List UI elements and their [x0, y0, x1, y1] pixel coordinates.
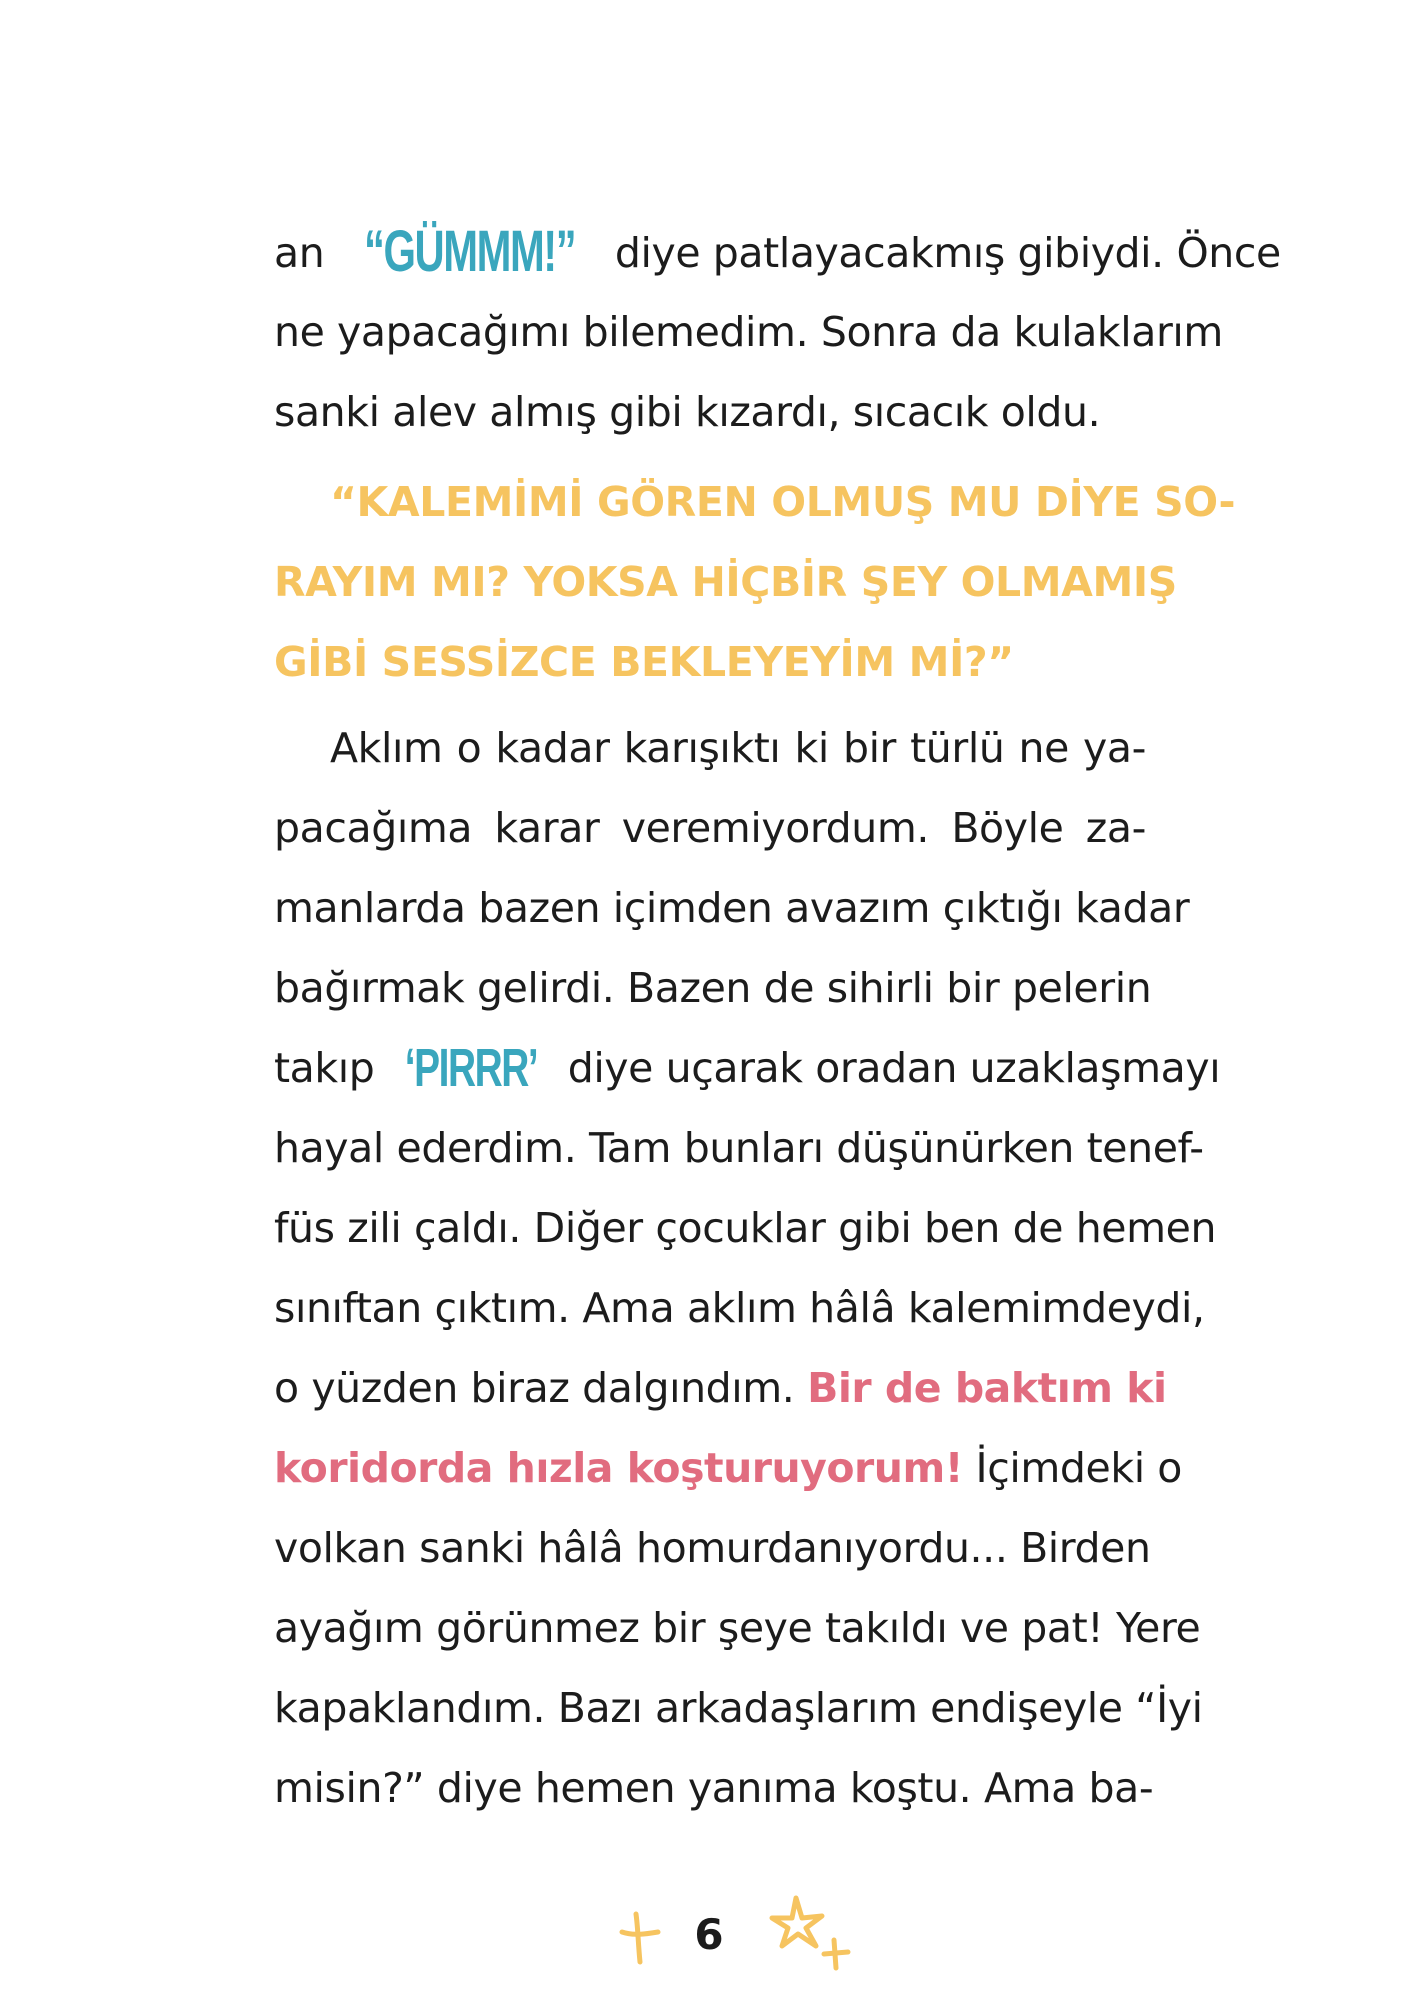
- paragraph-2-line-2: pacağıma karar veremiyordum. Böyle za-: [274, 804, 1146, 852]
- paragraph-2-line-6: hayal ederdim. Tam bunları düşünürken tenef-: [274, 1124, 1204, 1172]
- thought-line-1: “KALEMİMİ GÖREN OLMUŞ MU DİYE SO-: [330, 478, 1236, 526]
- thought-line-3: GİBİ SESSİZCE BEKLEYEYİM Mİ?”: [274, 638, 1014, 686]
- paragraph-2-line-14: misin?” diye hemen yanıma koştu. Ama ba-: [274, 1764, 1154, 1812]
- sound-effect-gummm: “GÜMMM!”: [364, 219, 576, 284]
- paragraph-2-line-4: bağırmak gelirdi. Bazen de sihirli bir pelerin: [274, 964, 1152, 1012]
- text-segment: İçimdeki o: [975, 1444, 1182, 1492]
- paragraph-2-line-7: füs zili çaldı. Diğer çocuklar gibi ben de hemen: [274, 1204, 1217, 1252]
- text-segment: an: [274, 229, 325, 277]
- text-segment: diye uçarak oradan uzaklaşmayı: [567, 1044, 1221, 1092]
- star-doodle-icon: [766, 1894, 852, 1972]
- paragraph-2-line-1: Aklım o kadar karışıktı ki bir türlü ne ya-: [330, 724, 1146, 772]
- highlighted-text: koridorda hızla koşturuyorum!: [274, 1444, 963, 1492]
- page-footer: [0, 1900, 1414, 1970]
- text-segment: takıp: [274, 1044, 375, 1092]
- paragraph-2-line-9: [274, 1348, 1167, 1428]
- paragraph-2-line-11: volkan sanki hâlâ homurdanıyordu... Birden: [274, 1524, 1151, 1572]
- sound-effect-pirrr: ‘PIRRR’: [404, 1038, 538, 1098]
- paragraph-2-line-8: sınıftan çıktım. Ama aklım hâlâ kalemimdeydi,: [274, 1284, 1205, 1332]
- paragraph-2-line-10: [274, 1428, 1182, 1508]
- paragraph-1-line-1: [274, 212, 1281, 292]
- thought-quote: [274, 462, 1236, 702]
- sparkle-left-icon: [618, 1910, 662, 1966]
- paragraph-2: [274, 708, 1221, 1828]
- paragraph-1: [274, 212, 1281, 452]
- page-number: 6: [694, 1910, 724, 1959]
- text-segment: diye patlayacakmış gibiydi. Önce: [614, 229, 1281, 277]
- text-segment: o yüzden biraz dalgındım.: [274, 1364, 795, 1412]
- paragraph-2-line-13: kapaklandım. Bazı arkadaşlarım endişeyle “İyi: [274, 1684, 1203, 1732]
- paragraph-2-line-5: [274, 1028, 1221, 1108]
- thought-line-2: RAYIM MI? YOKSA HİÇBİR ŞEY OLMAMIŞ: [274, 558, 1177, 606]
- highlighted-text: Bir de baktım ki: [807, 1364, 1167, 1412]
- paragraph-1-line-3: sanki alev almış gibi kızardı, sıcacık oldu.: [274, 388, 1101, 436]
- paragraph-2-line-3: manlarda bazen içimden avazım çıktığı kadar: [274, 884, 1190, 932]
- paragraph-1-line-2: ne yapacağımı bilemedim. Sonra da kulaklarım: [274, 308, 1223, 356]
- paragraph-2-line-12: ayağım görünmez bir şeye takıldı ve pat! Yere: [274, 1604, 1201, 1652]
